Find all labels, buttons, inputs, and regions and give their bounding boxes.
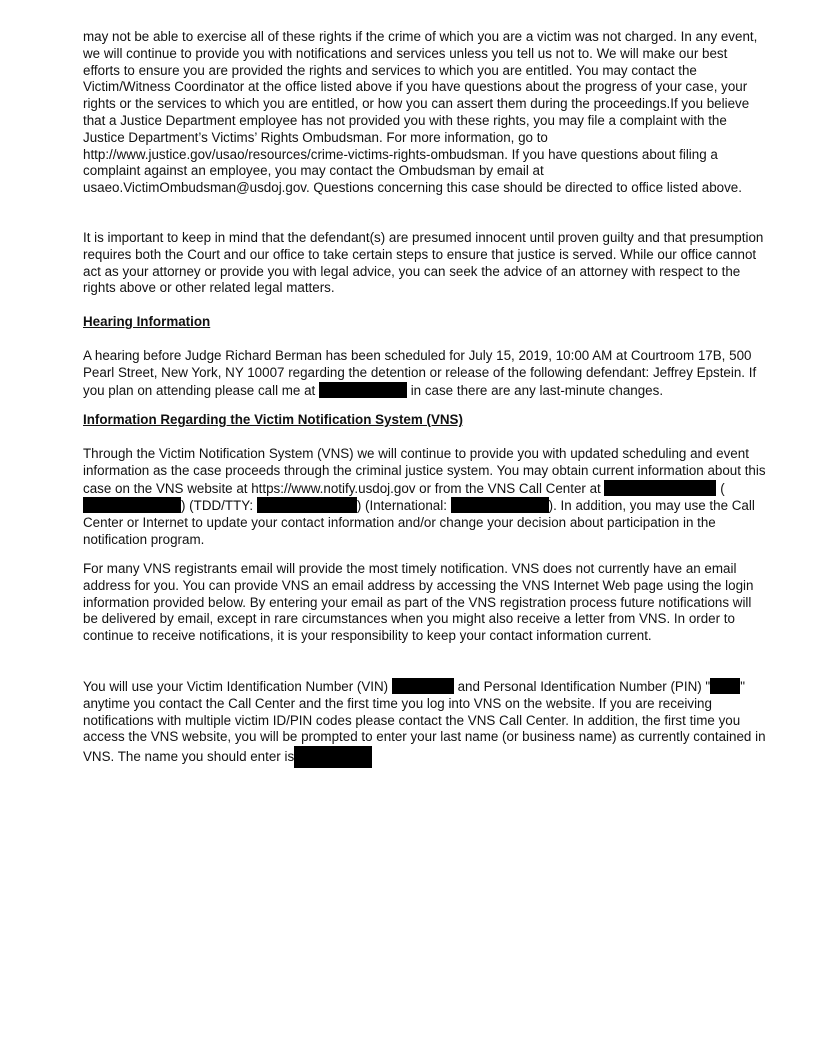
presumption-paragraph: It is important to keep in mind that the defendant(s) are presumed innocent until proven guilty and that presumption requires both the Court and our office to take certain steps to ensure that justice is served. While our office cannot act as your attorney or provide you with legal advice, you can seek the advice of an attorney with respect to the rights above or other related legal matters. — [83, 230, 764, 296]
vns-text-a: Through the Victim Notification System (VNS) we will continue to provide you with updated scheduling and event information as the case proceeds through the criminal justice system. You may obtain current information about this case on the VNS website at https://www.notify.usdoj.gov or from the VNS Call Center at — [83, 446, 766, 496]
hearing-text-end: in case there are any last-minute changes. — [406, 382, 664, 398]
vns-text-d: ) (International: — [356, 498, 451, 514]
redacted-tdd-number — [257, 497, 357, 513]
vns-email-paragraph: For many VNS registrants email will provide the most timely notification. VNS does not currently have an email address for you. You can provide VNS an email address by accessing the VNS Internet Web page using the login information provided below. By entering your email as part of the VNS registration process future notifications will be delivered by email, except in rare circumstances when you might also receive a letter from VNS. In order to continue to receive notifications, it is your responsibility to keep your contact information current. — [83, 561, 754, 644]
redacted-alt-number — [83, 497, 181, 513]
redacted-international-number — [451, 497, 549, 513]
redacted-phone — [319, 382, 407, 398]
hearing-heading: Hearing Information — [83, 314, 211, 329]
redacted-pin — [710, 678, 740, 694]
rights-paragraph: may not be able to exercise all of these rights if the crime of which you are a victim was not charged. In any event, we will continue to provide you with notifications and services unless you tell us not to. We will make our best efforts to ensure you are provided the rights and services to which you are entitled. You may contact the Victim/Witness Coordinator at the office listed above if you have questions about the progress of your case, your rights or the services to which you are entitled, or how you can assert them during the proceedings.If you believe that a Justice Department employee has not provided you with these rights, you may file a complaint with the Justice Department’s Victims’ Rights Ombudsman. For more information, go to http://www.justice.gov/usao/resources/crime-victims-rights-ombudsman. If you have questions about filing a complaint against an employee, you may contact the Ombudsman by email at usaeo.VictimOmbudsman@usdoj.gov. Questions concerning this case should be directed to office listed above. — [83, 29, 758, 196]
vns-login-paragraph — [83, 678, 767, 768]
vns-login-text-a: You will use your Victim Identification Number (VIN) — [83, 679, 392, 694]
vns-text-e: ). In addition, you may use the Call Center or Internet to update your contact information and/or change your decision about participation in the notification program. — [83, 498, 755, 547]
vns-text-b: ( — [716, 480, 725, 496]
hearing-paragraph — [83, 348, 767, 399]
vns-text-c: ) (TDD/TTY: — [181, 498, 257, 514]
redacted-call-center-number — [604, 480, 716, 496]
hearing-text: A hearing before Judge Richard Berman has been scheduled for July 15, 2019, 10:00 AM at Courtroom 17B, 500 Pearl Street, New York, NY 10007 regarding the detention or release of the following defendant: Jeffrey Epstein. If you plan on attending please call me at — [83, 348, 757, 398]
vns-login-text-c: " anytime you contact the Call Center and the first time you log into VNS on the website. If you are receiving notifications with multiple victim ID/PIN codes please contact the VNS Call Center. In addition, the first time you access the VNS website, you will be prompted to enter your last name (or business name) as currently contained in VNS. The name you should enter is — [83, 679, 766, 765]
vns-paragraph-1 — [83, 446, 767, 549]
redacted-name — [294, 746, 372, 768]
vns-heading: Information Regarding the Victim Notification System (VNS) — [83, 412, 463, 427]
vns-login-text-b: and Personal Identification Number (PIN) " — [453, 679, 711, 694]
redacted-vin — [392, 678, 454, 694]
